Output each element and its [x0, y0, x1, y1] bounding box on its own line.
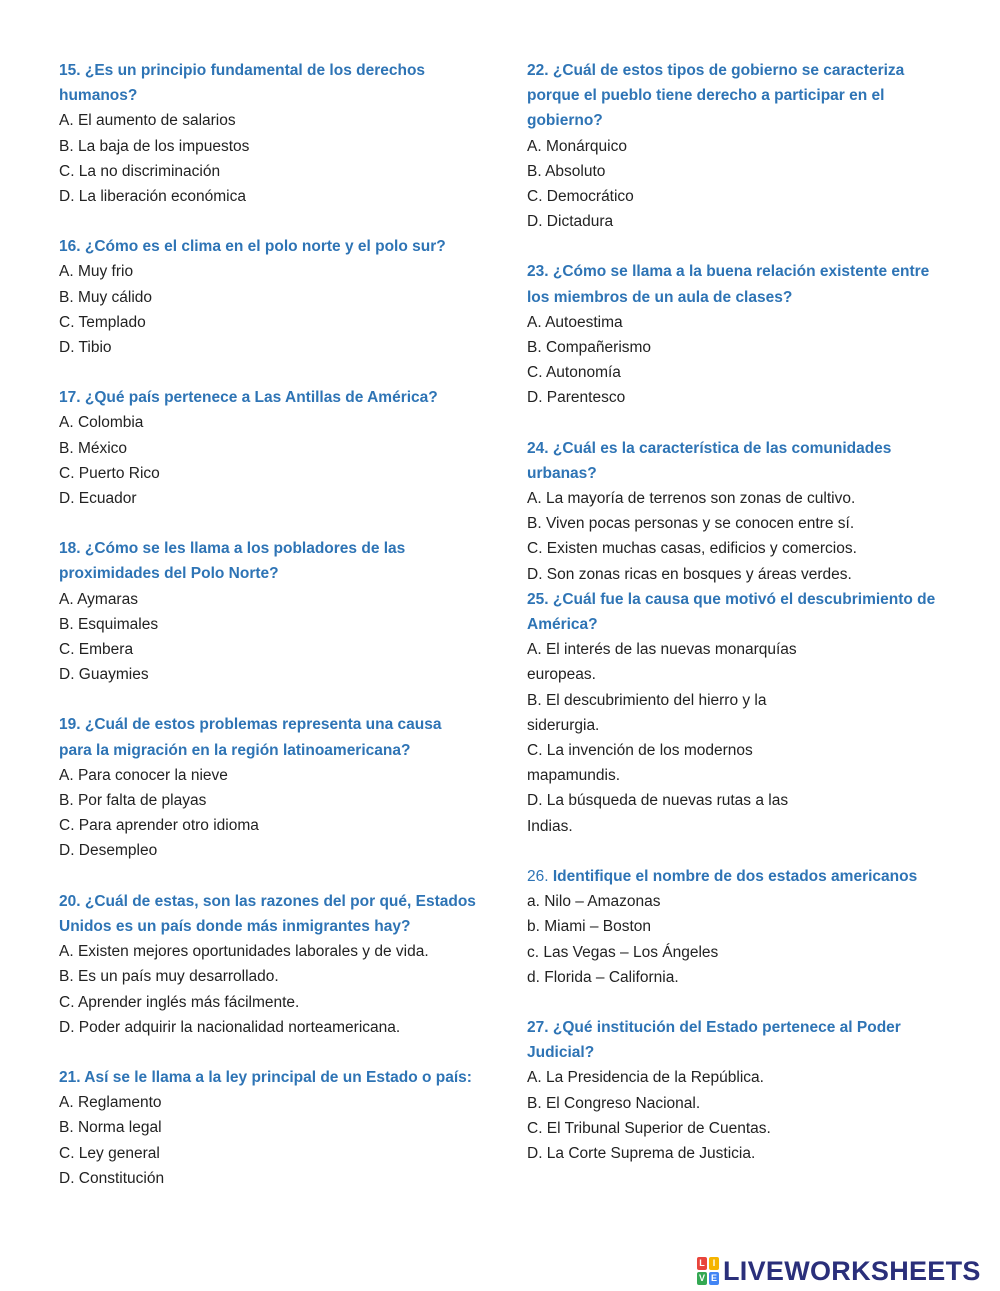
answer-option[interactable]: B. La baja de los impuestos — [59, 137, 250, 155]
question-title: 23. ¿Cómo se llama a la buena relación existente entre — [527, 263, 930, 281]
answer-option[interactable]: D. Constitución — [59, 1169, 165, 1187]
answer-option[interactable]: D. Parentesco — [527, 389, 626, 407]
answer-option[interactable]: B. Por falta de playas — [59, 792, 207, 810]
answer-option[interactable]: A. Autoestima — [527, 313, 623, 331]
question-16 — [59, 234, 489, 360]
answer-option[interactable]: C. Embera — [59, 641, 134, 659]
answer-option[interactable]: A. El interés de las nuevas monarquías — [527, 641, 797, 659]
answer-option[interactable]: B. Es un país muy desarrollado. — [59, 968, 279, 986]
answer-option[interactable]: A. Muy frio — [59, 263, 134, 281]
answer-option[interactable]: D. Dictadura — [527, 213, 614, 231]
answer-option[interactable]: b. Miami – Boston — [527, 918, 652, 936]
answer-option-continued: europeas. — [527, 666, 596, 684]
logo-mark-letter: I — [709, 1257, 719, 1270]
answer-option[interactable]: B. El descubrimiento del hierro y la — [527, 691, 767, 709]
right-column — [527, 58, 957, 1166]
question-title: para la migración en la región latinoamericana? — [59, 741, 411, 759]
answer-option-continued: mapamundis. — [527, 767, 621, 785]
question-15 — [59, 58, 489, 209]
answer-option[interactable]: C. Puerto Rico — [59, 464, 160, 482]
question-title: América? — [527, 616, 598, 634]
question-title: urbanas? — [527, 464, 597, 482]
answer-option[interactable]: A. La mayoría de terrenos son zonas de cultivo. — [527, 490, 856, 508]
question-title — [527, 864, 957, 889]
logo-mark-letter: E — [710, 1273, 717, 1283]
answer-option[interactable]: D. La Corte Suprema de Justicia. — [527, 1144, 756, 1162]
question-title: 18. ¿Cómo se les llama a los pobladores de las — [59, 540, 406, 558]
answer-option[interactable]: D. Guaymies — [59, 666, 149, 684]
question-18 — [59, 536, 489, 687]
question-27 — [527, 1015, 957, 1166]
question-22 — [527, 58, 957, 234]
answer-option[interactable]: c. Las Vegas – Los Ángeles — [527, 943, 719, 961]
liveworksheets-logo[interactable] — [697, 1256, 981, 1286]
question-26 — [527, 864, 957, 990]
left-column — [59, 58, 489, 1191]
question-25 — [527, 587, 957, 839]
answer-option[interactable]: D. Tibio — [59, 339, 112, 357]
answer-option[interactable]: A. Aymaras — [59, 590, 138, 608]
answer-option[interactable]: A. El aumento de salarios — [59, 112, 236, 130]
question-21 — [59, 1065, 489, 1191]
answer-option[interactable]: C. Ley general — [59, 1144, 160, 1162]
question-title: proximidades del Polo Norte? — [59, 565, 279, 583]
answer-option-continued: Indias. — [527, 817, 573, 835]
answer-option[interactable]: C. La invención de los modernos — [527, 742, 753, 760]
answer-option[interactable]: D. Desempleo — [59, 842, 158, 860]
answer-option[interactable]: A. Existen mejores oportunidades laborales y de vida. — [59, 943, 429, 961]
question-title: 27. ¿Qué institución del Estado pertenece al Poder — [527, 1018, 901, 1036]
question-title: humanos? — [59, 87, 138, 105]
answer-option[interactable]: C. Para aprender otro idioma — [59, 817, 259, 835]
question-text: Identifique el nombre de dos estados americanos — [552, 867, 918, 885]
answer-option[interactable]: B. Absoluto — [527, 162, 606, 180]
question-title: 15. ¿Es un principio fundamental de los derechos — [59, 62, 426, 79]
answer-option[interactable]: D. La búsqueda de nuevas rutas a las — [527, 792, 789, 810]
answer-option[interactable]: A. Para conocer la nieve — [59, 766, 228, 784]
question-title: 21. Así se le llama a la ley principal de un Estado o país: — [59, 1068, 472, 1086]
question-title: 22. ¿Cuál de estos tipos de gobierno se caracteriza — [527, 62, 905, 79]
answer-option[interactable]: A. Colombia — [59, 414, 144, 432]
answer-option[interactable]: C. Existen muchas casas, edificios y comercios. — [527, 540, 857, 558]
question-19 — [59, 712, 489, 863]
answer-option[interactable]: a. Nilo – Amazonas — [527, 893, 661, 911]
answer-option[interactable]: B. El Congreso Nacional. — [527, 1094, 701, 1112]
answer-option[interactable]: d. Florida – California. — [527, 968, 679, 986]
answer-option[interactable]: C. Templado — [59, 313, 146, 331]
question-24 — [527, 436, 957, 587]
answer-option[interactable]: C. La no discriminación — [59, 162, 221, 180]
answer-option[interactable]: A. La Presidencia de la República. — [527, 1069, 764, 1087]
question-number: 26. — [527, 867, 549, 885]
answer-option[interactable]: B. Norma legal — [59, 1119, 162, 1137]
answer-option[interactable]: B. Compañerismo — [527, 339, 652, 357]
answer-option[interactable]: D. Son zonas ricas en bosques y áreas verdes. — [527, 565, 852, 583]
question-23 — [527, 259, 957, 410]
question-title: gobierno? — [527, 112, 603, 130]
question-title: porque el pueblo tiene derecho a participar en el — [527, 87, 885, 105]
question-title: Judicial? — [527, 1044, 595, 1062]
question-title: 20. ¿Cuál de estas, son las razones del por qué, Estados — [59, 892, 476, 910]
answer-option[interactable]: C. Autonomía — [527, 364, 621, 382]
question-title: 19. ¿Cuál de estos problemas representa una causa — [59, 716, 442, 734]
question-title: 17. ¿Qué país pertenece a Las Antillas de América? — [59, 389, 438, 407]
question-title: los miembros de un aula de clases? — [527, 288, 793, 306]
answer-option[interactable]: B. Muy cálido — [59, 288, 153, 306]
question-title: 25. ¿Cuál fue la causa que motivó el descubrimiento de — [527, 590, 936, 608]
question-17 — [59, 385, 489, 511]
logo-mark-letter: V — [698, 1273, 705, 1283]
answer-option[interactable]: A. Monárquico — [527, 137, 627, 155]
logo-text: LIVEWORKSHEETS — [723, 1255, 981, 1286]
question-20 — [59, 889, 489, 1040]
answer-option[interactable]: A. Reglamento — [59, 1094, 162, 1112]
answer-option[interactable]: D. Ecuador — [59, 490, 137, 508]
answer-option[interactable]: D. Poder adquirir la nacionalidad norteamericana. — [59, 1018, 401, 1036]
answer-option[interactable]: B. Esquimales — [59, 615, 159, 633]
logo-mark-icon — [697, 1257, 719, 1285]
answer-option-continued: siderurgia. — [527, 716, 600, 734]
answer-option[interactable]: C. Democrático — [527, 188, 634, 206]
answer-option[interactable]: B. México — [59, 439, 128, 457]
question-title: Unidos es un país donde más inmigrantes hay? — [59, 917, 411, 935]
answer-option[interactable]: C. Aprender inglés más fácilmente. — [59, 993, 300, 1011]
answer-option[interactable]: D. La liberación económica — [59, 188, 246, 206]
answer-option[interactable]: C. El Tribunal Superior de Cuentas. — [527, 1119, 771, 1137]
question-title: 24. ¿Cuál es la característica de las comunidades — [527, 439, 892, 457]
logo-mark-letter: L — [697, 1257, 707, 1270]
question-title: 16. ¿Cómo es el clima en el polo norte y el polo sur? — [59, 238, 446, 256]
answer-option[interactable]: B. Viven pocas personas y se conocen entre sí. — [527, 515, 855, 533]
